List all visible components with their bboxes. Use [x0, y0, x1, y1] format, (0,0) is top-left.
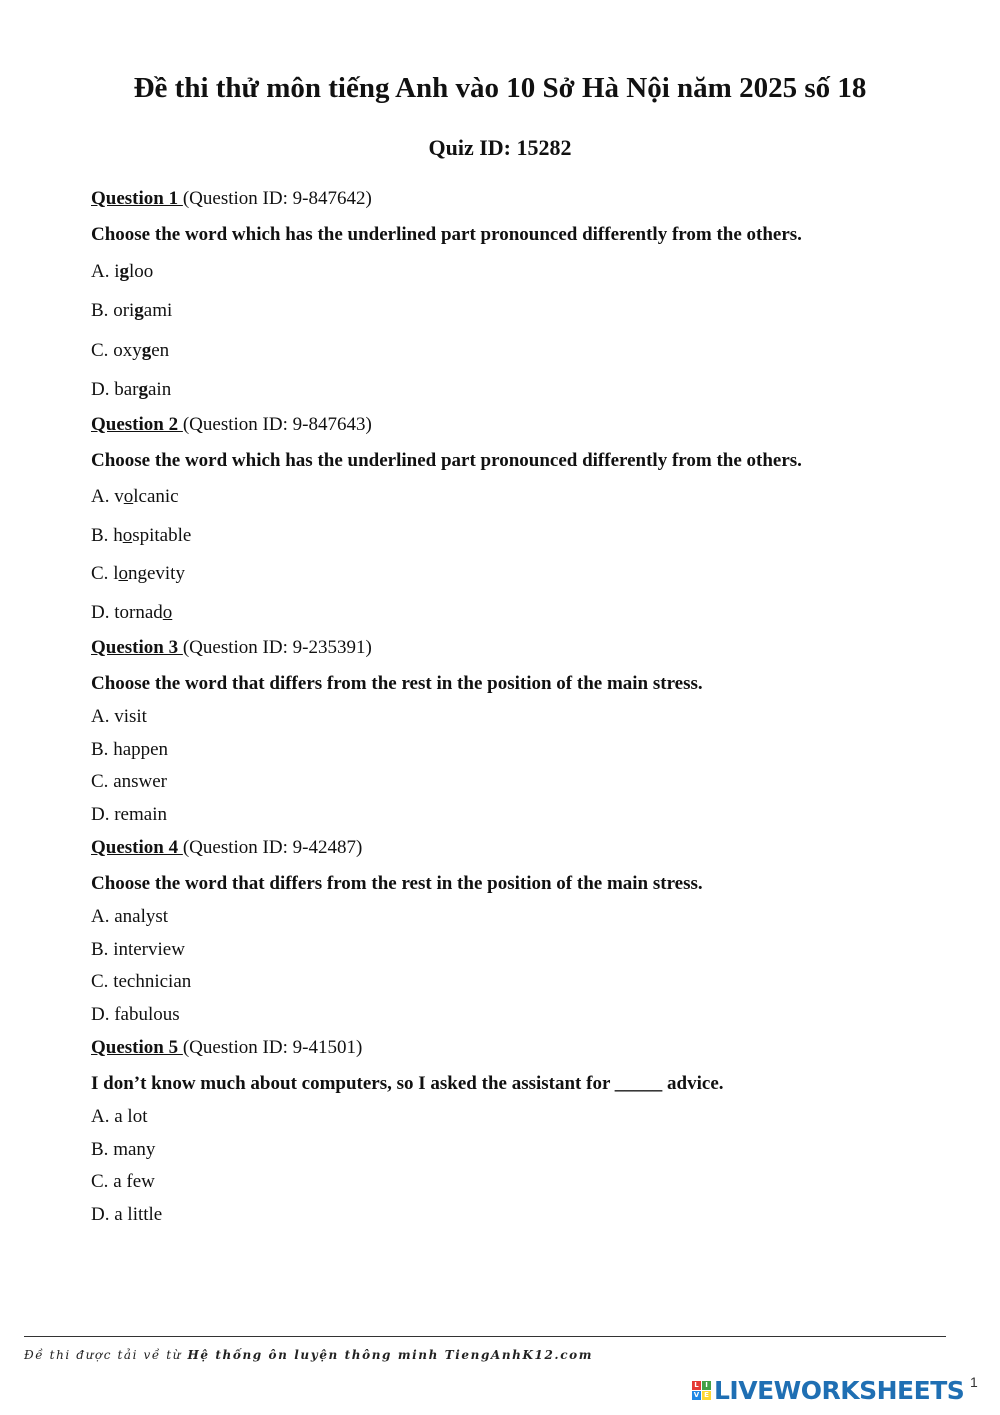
footer-source-text: Đề thi được tải về từ: [24, 1348, 188, 1362]
logo-tile: I: [702, 1381, 711, 1390]
option-text: interview: [113, 939, 185, 960]
option-letter: D.: [91, 1004, 110, 1025]
answer-option[interactable]: [91, 261, 153, 283]
option-text: v: [114, 486, 124, 507]
option-text: lcanic: [133, 486, 179, 507]
option-text: h: [113, 525, 123, 546]
answer-option[interactable]: [91, 563, 185, 585]
option-marked-part: o: [122, 525, 133, 546]
option-letter: C.: [91, 771, 109, 792]
option-letter: A.: [91, 486, 110, 507]
option-letter: A.: [91, 261, 110, 282]
question-label: Question 5: [91, 1037, 183, 1058]
answer-option[interactable]: [91, 1004, 180, 1026]
question-prompt: I don’t know much about computers, so I asked the assistant for _____ advice.: [91, 1073, 724, 1094]
liveworksheets-logo[interactable]: [692, 1376, 964, 1405]
answer-option[interactable]: [91, 525, 191, 547]
answer-option[interactable]: [91, 971, 191, 993]
question-id: (Question ID: 9-235391): [182, 637, 372, 658]
question-header: [91, 188, 372, 210]
option-marked-part: g: [134, 300, 144, 321]
answer-option[interactable]: [91, 1106, 147, 1128]
answer-option[interactable]: [91, 906, 168, 928]
option-text: l: [113, 563, 119, 584]
option-text: visit: [114, 706, 147, 727]
option-text: a little: [114, 1204, 163, 1225]
option-letter: A.: [91, 906, 110, 927]
liveworksheets-wordmark: LIVEWORKSHEETS: [714, 1376, 965, 1405]
answer-option[interactable]: [91, 771, 167, 793]
question-prompt: Choose the word that differs from the rest in the position of the main stress.: [91, 673, 703, 694]
answer-option[interactable]: [91, 379, 171, 401]
option-marked-part: g: [119, 261, 130, 282]
question-prompt: Choose the word which has the underlined part pronounced differently from the others.: [91, 450, 802, 471]
page-title: Đề thi thử môn tiếng Anh vào 10 Sở Hà Nội năm 2025 số 18: [133, 72, 867, 104]
option-letter: A.: [91, 1106, 110, 1127]
quiz-id: Quiz ID: 15282: [428, 135, 572, 160]
answer-option[interactable]: [91, 486, 179, 508]
option-letter: A.: [91, 706, 110, 727]
answer-option[interactable]: [91, 300, 172, 322]
option-letter: B.: [91, 525, 109, 546]
option-letter: B.: [91, 1139, 109, 1160]
option-text: many: [113, 1139, 156, 1160]
option-letter: B.: [91, 739, 109, 760]
option-letter: D.: [91, 379, 110, 400]
option-text: remain: [114, 804, 167, 825]
option-text: bar: [114, 379, 139, 400]
option-letter: B.: [91, 939, 109, 960]
footer-site-link[interactable]: Hệ thống ôn luyện thông minh TiengAnhK12.com: [187, 1348, 594, 1362]
answer-option[interactable]: [91, 1139, 155, 1161]
answer-option[interactable]: [91, 602, 172, 624]
question-prompt: Choose the word which has the underlined part pronounced differently from the others.: [91, 224, 802, 245]
option-letter: C.: [91, 340, 109, 361]
logo-tile: V: [693, 1391, 700, 1399]
option-letter: C.: [91, 971, 109, 992]
option-text: spitable: [132, 525, 192, 546]
page-number: 1: [970, 1374, 978, 1390]
question-label: Question 4: [91, 837, 183, 858]
footer-divider: [24, 1336, 946, 1337]
answer-option[interactable]: [91, 706, 147, 728]
option-letter: C.: [91, 1171, 109, 1192]
option-letter: D.: [91, 804, 110, 825]
option-letter: D.: [91, 1204, 110, 1225]
question-id: (Question ID: 9-41501): [182, 1037, 363, 1058]
answer-option[interactable]: [91, 739, 168, 761]
logo-tile: L: [692, 1381, 701, 1390]
option-marked-part: o: [123, 486, 134, 507]
option-text: ngevity: [127, 563, 185, 584]
question-prompt: Choose the word that differs from the rest in the position of the main stress.: [91, 873, 703, 894]
option-text: i: [114, 261, 120, 282]
option-text: fabulous: [114, 1004, 180, 1025]
question-header: [91, 637, 372, 659]
option-text: ain: [148, 379, 172, 400]
option-marked-part: g: [138, 379, 148, 400]
option-text: oxy: [113, 340, 142, 361]
option-text: happen: [113, 739, 169, 760]
question-header: [91, 837, 362, 859]
question-id: (Question ID: 9-42487): [182, 837, 363, 858]
answer-option[interactable]: [91, 340, 169, 362]
option-letter: B.: [91, 300, 109, 321]
option-marked-part: g: [141, 340, 152, 361]
option-text: ami: [143, 300, 173, 321]
footer-source: [24, 1348, 593, 1362]
answer-option[interactable]: [91, 804, 167, 826]
question-id: (Question ID: 9-847643): [182, 414, 372, 435]
question-label: Question 1: [91, 188, 183, 209]
option-text: technician: [113, 971, 192, 992]
answer-option[interactable]: [91, 1171, 155, 1193]
answer-option[interactable]: [91, 939, 185, 961]
option-letter: D.: [91, 602, 110, 623]
option-text: ori: [113, 300, 135, 321]
question-label: Question 2: [91, 414, 183, 435]
option-text: a few: [113, 1171, 155, 1192]
logo-tile: E: [702, 1391, 711, 1400]
option-text: a lot: [114, 1106, 148, 1127]
option-text: analyst: [114, 906, 169, 927]
option-text: answer: [113, 771, 167, 792]
answer-option[interactable]: [91, 1204, 162, 1226]
option-marked-part: o: [162, 602, 173, 623]
liveworksheets-icon: [692, 1381, 711, 1400]
option-marked-part: o: [118, 563, 128, 584]
option-text: en: [151, 340, 170, 361]
question-label: Question 3: [91, 637, 183, 658]
question-header: [91, 1037, 362, 1059]
option-text: loo: [129, 261, 154, 282]
option-text: tornad: [114, 602, 163, 623]
question-id: (Question ID: 9-847642): [182, 188, 372, 209]
question-header: [91, 414, 372, 436]
option-letter: C.: [91, 563, 109, 584]
